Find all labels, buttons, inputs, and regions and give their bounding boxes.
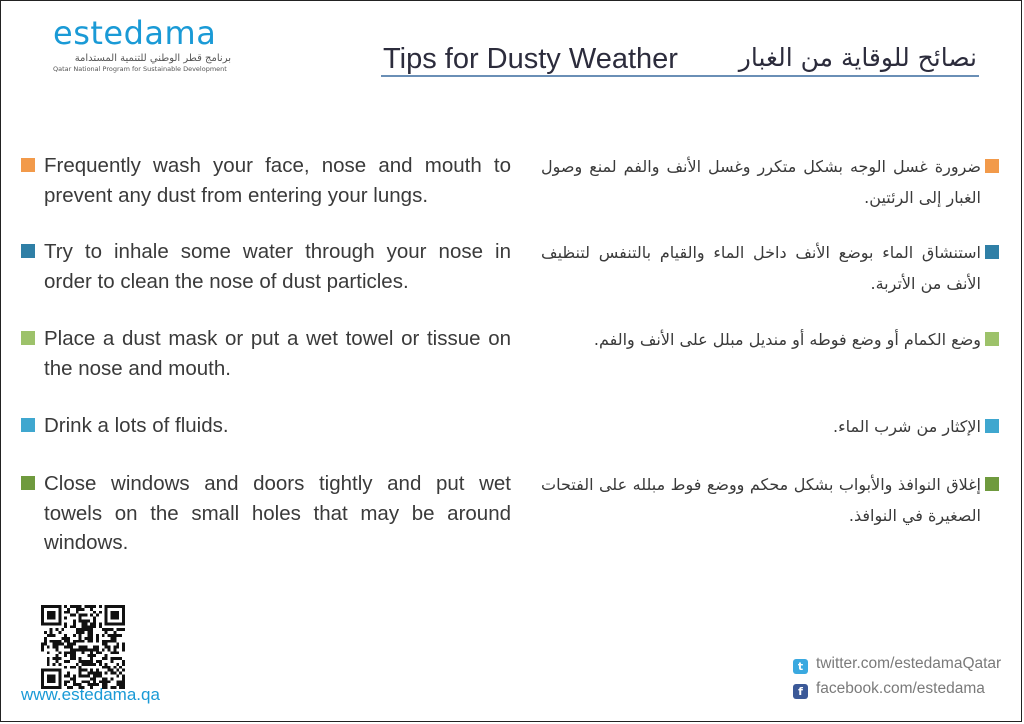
tip-item-ar [541,411,981,442]
tip-text-en: Try to inhale some water through your nose in order to clean the nose of dust particles. [44,240,511,293]
square-bullet-icon [985,159,999,173]
qr-code-icon [41,605,125,689]
tip-text-en: Close windows and doors tightly and put wet towels on the small holes that may be around windows. [44,472,511,554]
tip-item-en [21,151,511,210]
square-bullet-icon [21,476,35,490]
square-bullet-icon [985,419,999,433]
title-bar [381,41,979,77]
tip-text-ar: وضع الكمام أو وضع فوطه أو منديل مبلل على الأنف والفم. [593,330,981,349]
tip-text-ar: إغلاق النوافذ والأبواب بشكل محكم ووضع فوط مبلله على الفتحات الصغيرة في النوافذ. [541,475,981,525]
tip-item-ar [541,151,981,213]
square-bullet-icon [21,331,35,345]
tip-item-en [21,469,511,558]
tip-item-en [21,237,511,296]
tip-item-ar [541,324,981,355]
tip-text-ar: استنشاق الماء بوضع الأنف داخل الماء والقيام بالتنفس لتنظيف الأنف من الأتربة. [541,243,981,293]
tip-item-ar [541,469,981,531]
tip-item-en [21,324,511,383]
logo-wordmark: estedama [53,14,217,52]
tip-text-ar: ضرورة غسل الوجه بشكل متكرر وغسل الأنف والفم لمنع وصول الغبار إلى الرئتين. [541,157,981,207]
page-title-arabic: نصائح للوقاية من الغبار [738,43,977,72]
tip-text-en: Frequently wash your face, nose and mouth to prevent any dust from entering your lungs. [44,154,511,207]
square-bullet-icon [985,245,999,259]
facebook-icon: f [793,684,808,699]
logo-english-subtitle: Qatar National Program for Sustainable Development [53,65,227,73]
twitter-handle: twitter.com/estedamaQatar [816,655,1002,672]
facebook-link[interactable] [793,680,985,699]
website-link[interactable]: www.estedama.qa [21,685,160,704]
tip-item-ar [541,237,981,299]
page-title-english: Tips for Dusty Weather [383,43,678,75]
tip-text-ar: الإكثار من شرب الماء. [833,417,981,436]
logo-arabic-subtitle: برنامج قطر الوطني للتنمية المستدامة [74,53,231,64]
tip-text-en: Place a dust mask or put a wet towel or tissue on the nose and mouth. [44,327,511,380]
facebook-handle: facebook.com/estedama [816,680,985,697]
square-bullet-icon [21,244,35,258]
twitter-link[interactable] [793,655,1001,674]
square-bullet-icon [21,158,35,172]
tip-item-en [21,411,511,441]
square-bullet-icon [985,477,999,491]
square-bullet-icon [985,332,999,346]
estedama-logo [53,15,231,74]
twitter-icon: t [793,659,808,674]
tip-text-en: Drink a lots of fluids. [44,414,229,437]
square-bullet-icon [21,418,35,432]
